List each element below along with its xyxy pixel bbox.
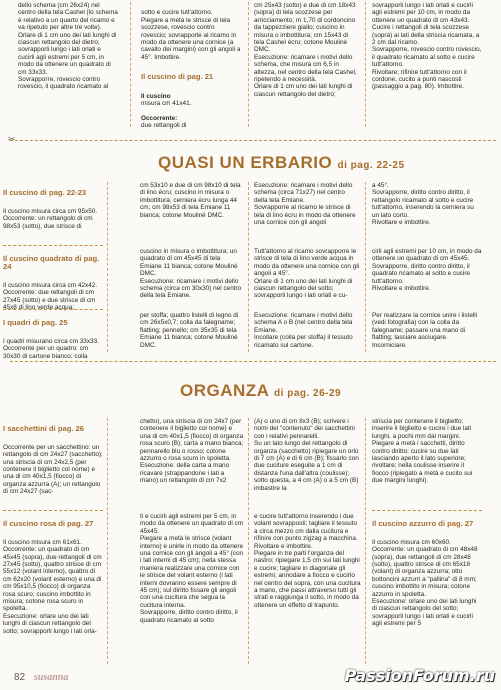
section-divider-2 (10, 361, 496, 362)
organza-col-4a: striscia per contenere il biglietto; inserire il biglietto e cucire i due lati lunghi, a pochi mm dal margini. Piegare a metà i sacchetti, diritto contro diritto; cucire su due lati lasciando aperto il lato superiore; rivoltare; nella coulisse inserire il fiocco (ripiegato a metà e cucito sui due margini lunghi). (372, 418, 473, 485)
magazine-brand: susanna (33, 672, 69, 683)
quadri-25-text: I quadri misurano circa cm 33x33. Occorrente per un quadro: cm 30x30 di cartone bianco; colla (3, 337, 99, 360)
section-title-erbario (158, 153, 405, 173)
erbario-col-2a: cm 53x10 e due di cm 98x10 di tela di lino écru; cuscino in misura o imbottitura; cerniera écru lunga 44 cm; cm 98x53 di tela Emiane 11 bianca; cotone Mouliné DMC. (140, 182, 241, 219)
erbario-col-1a (3, 182, 101, 244)
cuscino-rosa-heading: Il cuscino rosa di pag. 27 (3, 519, 94, 529)
organza-col-2b: ti e cucirli agli estremi per 5 cm, in modo da ottenere un quadrato di cm 45x45. Piegare a metà le strisce (volant interno) e unirle in modo da ottenere una cornice con gli angoli a 45° (con i lati interni di 45 cm); nella stessa maniera realizzare una cornice con le strisce del volant esterno (i lati interni dovranno essere sempre di 45 cm); sul diritto fissare gli angoli con una cucitura che segua la cucitura interna. Sovrapporre, diritto contro diritto, il quadrato ricamato al sotto (140, 513, 244, 624)
section-divider-1 (10, 140, 496, 141)
top-divider-3 (365, 2, 366, 127)
erbario-col-2c: per stoffa; quattro listelli di legno di cm 26x5x0,7; colla da falegname; flatting; pennello; cm 35x35 di tela Emiane 11 bianca; cotone Mouliné DMC. (140, 312, 239, 349)
top-divider-1 (130, 2, 131, 127)
sacchettini-26-heading: I sacchettini di pag. 26 (3, 424, 85, 434)
cuscino-azzurro-text: Il cuscino misura cm 60x60. Occorrente: un quadrato di cm 48x48 (sopra), due rettangoli di cm 28x48 (sotto), quattro strisce di cm 65x18 (volant) di organza azzurra; otto bottoncini azzurri a "pallina" di 8 mm; cuscino imbottito in misura; cotone azzurro in spoletta. Esecuzione: orlare uno dei lati lunghi di ciascun rettangolo del sotto; sovrapporli lungo i lati orlati e cucirli agli estremi per 5 (372, 538, 478, 628)
cuscino-21-label: Il cuscino (141, 92, 171, 100)
erbario-col-3b: Tutt'attorno al ricamo sovrapporre le strisce di tela di lino verde acqua in modo da ottenere una cornice con gli angoli a 45°. Orlare di 1 cm uno dei lati lunghi di ciascun rettangolo del sotto; sovrapporli lungo i lati orlati e cu- (254, 248, 360, 300)
organza-subtitle: di pag. 26-29 (274, 388, 342, 399)
erbario-col-1b (3, 248, 101, 312)
cuscino-21-heading: Il cuscino di pag. 21 (141, 72, 214, 82)
top-column-3: cm 25x43 (sotto) e due di cm 18x43 (sopra) di tela scozzese per arricciamento; m 1,70 di cordoncino da tappezziere giallo; cuscino in misura o imbottitura; cm 15x43 di tela Cashel écru; cotone Mouliné DMC. Esecuzione: ricamare i motivi dello schema, che misura cm 6,5 in altezza, nel centro della tela Cashel, ripetendo a necessità. Orlare di 1 cm uno dei lati lunghi di ciascun rettangolo del dietro; (254, 2, 357, 98)
top-column-1: dello schema (cm 26x24) nel centro della tela Cashel (lo schema è relativo a un quarto del ricamo e va ripetuto per altre tre volte). Orlare di 1 cm uno dei lati lunghi di ciascun rettangolo del dietro; sovrapporli lungo i lati orlati e cucirli agli estremi per 5 cm, in modo da ottenere un quadrato di cm 33x33. Sovrapporre, rovescio contro rovescio, il quadrato ricamato al (18, 2, 118, 91)
organza-col-3b: e cucire tutt'attorno inserendo i due volant sovrapposti; tagliare il tessuto a circa mezzo cm dalla cucitura e rifinire con punto zigzag a macchina. Rivoltare e imbottire. Piegare in tre parti l'organza del nastro; ripiegare 1,5 cm sui lati lunghi e cucire; tagliare in diagonale gli estremi; annodare a fiocco e cucirlo nel centro del sopra, con una cucitura a mano, che passi attraverso tutti gli strati e raggiunga il sotto, in modo da ottenere un effetto di trapunto. (254, 513, 361, 609)
top-column-2 (141, 2, 241, 128)
organza-col-4b (372, 513, 482, 663)
erbario-col-4b: cirli agli estremi per 10 cm, in modo da ottenere un quadrato di cm 45x45. Sovrapporre, diritto contro diritto, il quadrato ricamato al sotto e cucire tutt'attorno. Rivoltare e imbottire. (372, 248, 482, 293)
organza-divider-2 (248, 418, 249, 664)
watermark: PassionForum.ru (344, 666, 495, 685)
organza-col-1b (3, 513, 103, 663)
cuscino-22-heading: Il cuscino di pag. 22-23 (3, 188, 87, 198)
erbario-col-4a: a 45°. Sovrapporre, diritto contro diritto, il rettangolo ricamato al sotto e cucire tutt'attorno, inserendo la cerniera su un lato corto. Rivoltare e imbottire. (372, 182, 474, 227)
erbario-col-4c: Per realizzare la cornice unire i listelli (vedi fotografia) con la colla da falegname; passare una mano di flatting; lasciare asciugare. Incorniciare. (372, 312, 478, 349)
page-footer (14, 672, 68, 683)
erbario-col-1c (3, 312, 101, 360)
organza-col-3a: (A) o uno di cm 8x3 (B); scrivere i nomi del "contenuto" dei sacchettini con i relativi pennarelli. Su un lato lungo del rettangolo di organza (sacchetto) ripiegare un orlo di 7 cm (A) e di 6 cm (B); fissarlo con due cuciture eseguite a 1 cm di distanza l'una dall'altra (coulisse); sotto questa, a 4 cm (A) o a 5 cm (B) imbastire la (254, 418, 359, 492)
top-divider-2 (248, 2, 249, 127)
erbario-subtitle: di pag. 22-25 (337, 160, 405, 171)
erbario-col-3a: Esecuzione: ricamare i motivi dello schema (circa 71x27) nel centro della tela Emiane. Sovrapporre al ricamo le strisce di tela di lino écru in modo da ottenere una cornice con gli angoli (254, 182, 356, 227)
erbario-divider-3 (365, 182, 366, 352)
page-number: 82 (14, 672, 26, 683)
erbario-col-3c: Esecuzione: ricamare i motivi dello schema A o B (nel centro della tela Emiane. Incollare (colla per stoffa) il tessuto ricamato sul cartone. (254, 312, 353, 349)
cuscino-21-occ: due rettangoli di (141, 122, 187, 130)
quadri-25-heading: I quadri di pag. 25 (3, 318, 68, 328)
erbario-col-2b: cuscino in misura o imbottitura; un quadrato di cm 45x45 di tela Emiane 11 bianca; cotone Mouliné DMC. Esecuzione: ricamare i motivi dello schema (circa cm 30x30) nel centro della tela Emiane. (140, 248, 242, 300)
cuscino-21-occ-label: Occorrente: (141, 114, 178, 122)
section-title-organza (180, 381, 341, 401)
organza-divider-1 (107, 418, 108, 664)
top-col2-text: sotto e cucire tutt'attorno. Piegare a metà le strisce di tela scozzese, rovescio contro rovescio; sovrapporle al ricamo in modo da ottenere una cornice (a cavallo dei margini) con gli angoli a 45°. Imbottire. (141, 9, 241, 61)
cuscino-22-text: Il cuscino misura circa cm 95x50. Occorrente: un rettangolo di cm 98x53 (sotto), due strisce di (3, 207, 98, 230)
organza-col-1a (3, 418, 103, 510)
organza-col-2a: chetto), una striscia di cm 24x7 (per contenere il biglietto col nome) e una di cm 40x1,5 (fiocco) di organza rosa scuro (B); carta a mano bianca; pennarello blu o rosso; cotone azzurro o rosa scuro in spoletta. Esecuzione: della carta a mano ricavare (strappandone i lati a mano) un rettangolo di cm 7x2 (140, 418, 244, 485)
organza-row-sep-2 (372, 510, 482, 511)
erbario-divider-2 (248, 182, 249, 352)
organza-row-sep-1 (3, 510, 103, 511)
top-column-4: sovrapporli lungo i lati orlati e cucirli agli estremi per 10 cm, in modo da ottenere un quadrato di cm 43x43. Cucire i rettangoli di tela scozzese (sopra) ai lati della striscia ricamata, a 2 cm dal ricamo. Sovrapporre, rovescio contro rovescio, il quadrato ricamato al sotto e cucire tutt'attorno. Rivoltare; rifinire tutt'attorno con il cordone, cucito a punti nascosti (passaggio a pag. 80). Imbottire. (372, 2, 482, 91)
cuscino-azzurro-heading: Il cuscino azzurro di pag. 27 (372, 519, 474, 529)
organza-divider-3 (365, 418, 366, 664)
scissors-icon: ✂ (8, 134, 16, 144)
erbario-title: QUASI UN ERBARIO (158, 153, 333, 172)
cuscino-21-size: misura cm 41x41. (141, 100, 192, 108)
erbario-row-sep-1 (3, 245, 103, 246)
cuscino-24-text: Il cuscino misura circa cm 42x42. Occorrente: due rettangoli di cm 27x45 (sotto) e due strisce di cm 45x8 di lino verde acqua; (3, 281, 98, 312)
organza-title: ORGANZA (180, 381, 269, 400)
cuscino-24-heading: Il cuscino quadrato di pag. 24 (3, 254, 100, 272)
erbario-row-sep-2 (3, 309, 103, 310)
erbario-divider-1 (107, 182, 108, 352)
sacchettini-26-text: Occorrente per un sacchettino: un rettangolo di cm 24x27 (sacchetto); una striscia di cm 24x2,5 (per contenere il biglietto col nome) e una di cm 40x1,5 (fiocco) di organza azzurra (A); un rettangolo di cm 24x27 (sac- (3, 443, 103, 496)
cuscino-rosa-text: Il cuscino misura cm 61x61. Occorrente: un quadrato di cm 45x45 (sopra), due rettangoli di cm 27x45 (sotto), quattro strisce di cm 55x12 (volant interno), quattro di cm 62x20 (volant esterno) e una di cm 95x10,5 (fiocco) di organza rosa scuro; cuscino imbottito in misura; cotone rosa scuro in spoletta. Esecuzione: orlare uno dei lati lunghi di ciascun rettangolo del sotto; sovrapporli lungo i lati orla- (3, 538, 102, 635)
